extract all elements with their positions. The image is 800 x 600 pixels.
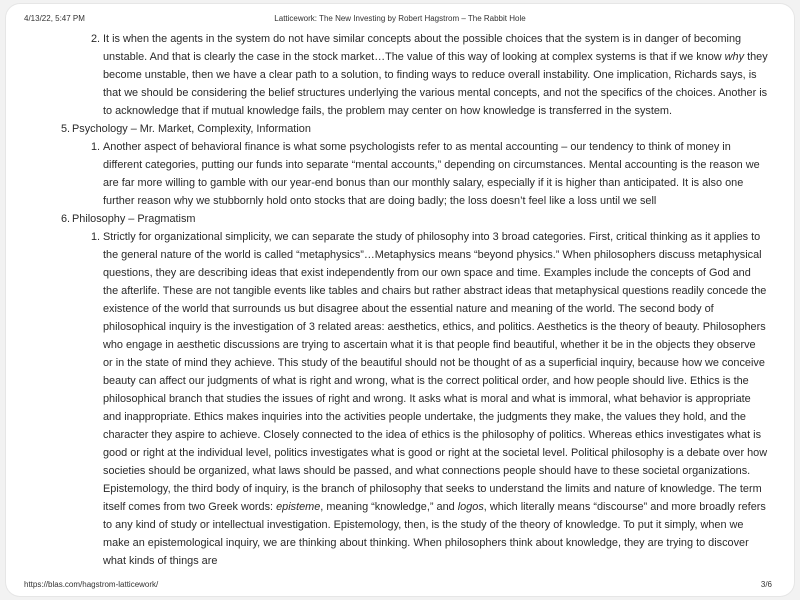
list-item-number: 1. bbox=[91, 231, 101, 243]
article-content bbox=[0, 30, 800, 570]
section-title: Psychology – Mr. Market, Complexity, Information bbox=[72, 123, 311, 135]
section-title: Philosophy – Pragmatism bbox=[72, 213, 196, 225]
section-number: 6. bbox=[61, 213, 71, 225]
section-number: 5. bbox=[61, 123, 71, 135]
emphasis-text: logos bbox=[457, 501, 484, 513]
list-item bbox=[0, 30, 768, 120]
list-item bbox=[0, 228, 768, 570]
list-item-number: 2. bbox=[91, 33, 101, 45]
source-url-link[interactable]: https://blas.com/hagstrom-latticework/ bbox=[24, 580, 159, 589]
list-item-text: Strictly for organizational simplicity, we can separate the study of philosophy into 3 broad categories. First, critical thinking as it applies to the general nature of the world is called “metaphysics”…Metaphysics means “beyond physics.” When philosophers discuss metaphysical questions, they are describing ideas that exist independently from our own space and time. Examples include the concepts of God and the afterlife. These are not tangible events like tables and chairs but rather abstract ideas that metaphysical questions readily concede the existence of the world that surrounds us but disagree about the essential nature and meaning of the world. The second body of philosophical inquiry is the investigation of 3 related areas: aesthetics, ethics, and politics. Aesthetics is the theory of beauty. Philosophers who engage in aesthetic discussions are trying to ascertain what it is that people find beautiful, whether it be in the objects they observe or in the state of mind they achieve. This study of the beautiful should not be thought of as a superficial inquiry, because how we conceive beauty can affect our judgments of what is right and wrong, what is the correct political order, and how people should live. Ethics is the philosophical branch that studies the issues of right and wrong. It asks what is moral and what is immoral, what behavior is appropriate and inappropriate. Ethics makes inquiries into the activities people undertake, the judgments they make, the values they hold, and the character they aspire to achieve. Closely connected to the idea of ethics is the philosophy of politics. Whereas ethics investigates what is good or right at the individual level, politics investigates what is good or right at the societal level. Political philosophy is a debate over how societies should be organized, what laws should be passed, and what connections people should have to these societal organizations. Epistemology, the third body of inquiry, is the branch of philosophy that seeks to understand the limits and nature of knowledge. The term itself comes from two Greek words: episteme, meaning “knowledge,” and logos, which literally means “discourse” and more broadly refers to any kind of study or intellectual investigation. Epistemology, then, is the study of the theory of knowledge. To put it simply, when we make an epistemological inquiry, we are thinking about thinking. When philosophers think about knowledge, they are trying to discover what kinds of things are bbox=[103, 231, 768, 567]
emphasis-text: episteme bbox=[276, 501, 321, 513]
emphasis-text: why bbox=[724, 51, 745, 63]
list-item bbox=[0, 138, 768, 210]
section-heading-philosophy bbox=[0, 210, 800, 228]
page-title: Latticework: The New Investing by Robert Hagstrom – The Rabbit Hole bbox=[274, 14, 526, 23]
print-datetime: 4/13/22, 5:47 PM bbox=[24, 14, 85, 23]
list-item-text: It is when the agents in the system do not have similar concepts about the possible choices that the system is in danger of becoming unstable. And that is clearly the case in the stock market…The value of this way of looking at complex systems is that if we know why they become unstable, then we have a clear path to a solution, to finding ways to reduce overall instability. One implication, Richards says, is that we should be considering the belief structures underlying the various mental concepts, and not the specifics of the choices. Another is to acknowledge that if mutual knowledge fails, the problem may center on how knowledge is transferred in the system. bbox=[103, 33, 768, 117]
list-item-number: 1. bbox=[91, 141, 101, 153]
list-item-text: Another aspect of behavioral finance is what some psychologists refer to as mental accounting – our tendency to think of money in different categories, putting our funds into separate “mental accounts,” depending on circumstances. Mental accounting is the reason we are far more willing to gamble with our year-end bonus than our monthly salary, especially if it is higher than anticipated. It is also one further reason why we stubbornly hold onto stocks that are doing badly; the loss doesn’t feel like a loss until we sell bbox=[103, 141, 760, 207]
page-number: 3/6 bbox=[760, 580, 772, 589]
section-heading-psychology bbox=[0, 120, 800, 138]
